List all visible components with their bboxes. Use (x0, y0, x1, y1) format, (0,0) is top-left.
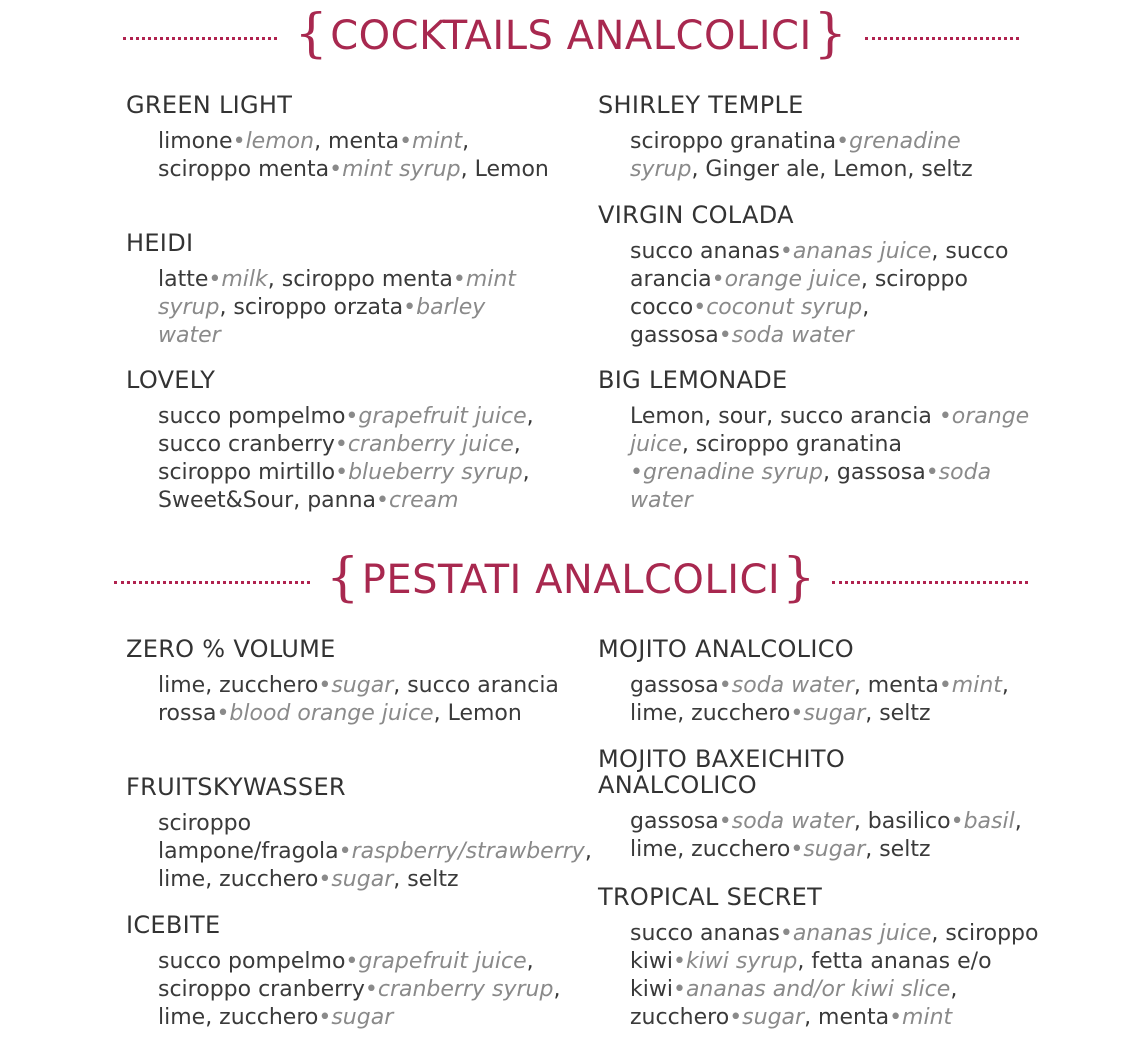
open-brace: { (326, 548, 360, 608)
ingredient-text: sciroppo granatina (630, 129, 837, 154)
ingredient-text: , seltz (393, 867, 459, 892)
ingredient-text: , lime, zucchero (158, 839, 592, 892)
ingredient-text: gassosa (630, 809, 719, 834)
menu-item (126, 912, 566, 1032)
ingredient-text: , zucchero (630, 977, 958, 1030)
menu-item-name: MOJITO BAXEICHITO ANALCOLICO (598, 745, 846, 799)
ingredient-translation: •soda water (718, 809, 854, 834)
ingredient-text: latte (158, 267, 209, 292)
menu-item-ingredients (598, 403, 1030, 515)
ingredient-text: sciroppo lampone/fragola (158, 811, 339, 864)
menu-item (126, 367, 566, 515)
ingredient-text: , fetta ananas e/o kiwi (630, 949, 992, 1002)
ingredient-text: , sciroppo cocco (630, 267, 968, 320)
ingredient-text: succo pompelmo (158, 949, 346, 974)
ingredient-text: , sciroppo kiwi (630, 921, 1039, 974)
ingredient-translation: •mint (938, 673, 1002, 698)
menu-item-ingredients (126, 266, 538, 350)
menu-item (126, 230, 566, 350)
ingredient-translation: •soda water (718, 323, 854, 348)
title-divider-right (865, 37, 1019, 40)
menu-item (126, 636, 566, 728)
menu-item-name: TROPICAL SECRET (598, 883, 823, 911)
ingredient-text: succo pompelmo (158, 404, 346, 429)
ingredient-translation: •ananas and/or kiwi slice (672, 977, 951, 1002)
ingredient-translation: •orange juice (711, 267, 861, 292)
menu-item-ingredients (598, 920, 1040, 1032)
menu-item-ingredients (598, 808, 1030, 864)
ingredient-translation: •sugar (790, 701, 866, 726)
ingredient-text: , sciroppo menta (267, 267, 453, 292)
ingredient-text: , succo arancia (630, 239, 1009, 292)
menu-item (598, 636, 1038, 728)
menu-item (598, 202, 1038, 350)
ingredient-text: , Lemon (460, 157, 549, 182)
menu-item-ingredients (126, 810, 592, 894)
menu-item-ingredients (126, 948, 578, 1032)
section-heading (293, 4, 850, 64)
ingredient-text: gassosa (630, 673, 719, 698)
ingredient-translation: •blood orange juice (216, 701, 434, 726)
ingredient-translation: •ananas juice (779, 921, 932, 946)
menu-item-name: ZERO % VOLUME (126, 635, 336, 663)
menu-item (126, 92, 566, 184)
menu-item (598, 367, 1038, 515)
ingredient-translation: •sugar (318, 673, 394, 698)
ingredient-text: , succo cranberry (158, 404, 534, 457)
menu-item (598, 92, 1038, 184)
ingredient-text: , sciroppo granatina (681, 432, 902, 457)
ingredient-translation: •grenadine syrup (630, 460, 823, 485)
ingredient-translation: •orange juice (630, 404, 1030, 457)
ingredient-translation: •mint (889, 1005, 953, 1030)
title-divider-left (123, 37, 277, 40)
ingredient-translation: •barley water (158, 295, 486, 348)
ingredient-text: , gassosa (630, 295, 870, 348)
title-divider-left (114, 581, 310, 584)
ingredient-text: , sciroppo orzata (219, 295, 404, 320)
menu-item-ingredients (598, 128, 1010, 184)
ingredient-translation: •lemon (232, 129, 315, 154)
ingredient-text: , Sweet&Sour, panna (158, 460, 530, 513)
ingredient-text: , lime, zucchero (630, 809, 1022, 862)
ingredient-text: lime, zucchero (158, 673, 319, 698)
ingredient-translation: •mint syrup (158, 267, 516, 320)
ingredient-text: , Lemon (433, 701, 522, 726)
menu-item-ingredients (126, 403, 578, 515)
ingredient-translation: •grapefruit juice (345, 404, 527, 429)
ingredient-translation: •coconut syrup (693, 295, 863, 320)
section-title-cocktails (0, 6, 1142, 66)
menu-item-ingredients (598, 672, 1030, 728)
close-brace: } (782, 548, 816, 608)
ingredient-text: , Ginger ale, Lemon, seltz (691, 157, 973, 182)
section-heading-label: COCKTAILS ANALCOLICI (330, 13, 812, 59)
ingredient-translation: •grenadine syrup (630, 129, 961, 182)
ingredient-translation: •raspberry/strawberry (338, 839, 585, 864)
menu-item (598, 884, 1038, 1032)
ingredient-translation: •basil (950, 809, 1015, 834)
ingredient-text: , sciroppo menta (158, 129, 470, 182)
menu-item-name: VIRGIN COLADA (598, 201, 794, 229)
ingredient-text: , gassosa (822, 460, 926, 485)
ingredient-text: limone (158, 129, 233, 154)
menu-item-ingredients (126, 672, 568, 728)
ingredient-text: , basilico (853, 809, 951, 834)
menu-item-ingredients (126, 128, 558, 184)
ingredient-translation: •cranberry syrup (364, 977, 554, 1002)
ingredient-text: , lime, zucchero (630, 673, 1009, 726)
menu-item (126, 773, 592, 894)
menu-item-name: HEIDI (126, 229, 194, 257)
ingredient-text: succo ananas (630, 239, 780, 264)
section-title-pestati (0, 550, 1142, 610)
ingredient-text: , seltz (865, 701, 931, 726)
ingredient-translation: •blueberry syrup (335, 460, 523, 485)
ingredient-translation: •mint (399, 129, 463, 154)
ingredient-text: , seltz (865, 837, 931, 862)
menu-item-name: FRUITSKYWASSER (126, 773, 346, 801)
ingredient-translation: •grapefruit juice (345, 949, 527, 974)
ingredient-translation: •mint syrup (329, 157, 461, 182)
ingredient-translation: •cranberry juice (334, 432, 514, 457)
ingredient-text: , sciroppo mirtillo (158, 432, 521, 485)
close-brace: } (813, 4, 848, 64)
section-heading (324, 548, 818, 608)
ingredient-translation: •kiwi syrup (672, 949, 798, 974)
menu-item-name: ICEBITE (126, 911, 221, 939)
menu-item-name: LOVELY (126, 366, 216, 394)
ingredient-translation: •cream (376, 488, 459, 513)
ingredient-text: , sciroppo cranberry (158, 949, 534, 1002)
ingredient-translation: •sugar (318, 867, 394, 892)
open-brace: { (294, 4, 329, 64)
ingredient-translation: •sugar (729, 1005, 805, 1030)
ingredient-text: , succo arancia rossa (158, 673, 559, 726)
section-heading-label: PESTATI ANALCOLICI (361, 557, 781, 603)
menu-item-ingredients (598, 238, 1030, 350)
ingredient-text: , menta (853, 673, 939, 698)
menu-item-name: MOJITO ANALCOLICO (598, 635, 854, 663)
ingredient-translation: •ananas juice (779, 239, 932, 264)
ingredient-translation: •sugar (318, 1005, 394, 1030)
title-divider-right (832, 581, 1028, 584)
ingredient-text: , menta (314, 129, 400, 154)
ingredient-translation: •soda water (630, 460, 992, 513)
menu-item-name: BIG LEMONADE (598, 366, 788, 394)
menu-item-name: GREEN LIGHT (126, 91, 293, 119)
ingredient-text: Lemon, sour, succo arancia (630, 404, 939, 429)
menu-item-name: SHIRLEY TEMPLE (598, 91, 804, 119)
ingredient-text: , menta (804, 1005, 890, 1030)
menu-item (598, 746, 1038, 864)
ingredient-translation: •sugar (790, 837, 866, 862)
ingredient-translation: •soda water (718, 673, 854, 698)
ingredient-text: , lime, zucchero (158, 977, 561, 1030)
ingredient-text: succo ananas (630, 921, 780, 946)
ingredient-translation: •milk (208, 267, 268, 292)
